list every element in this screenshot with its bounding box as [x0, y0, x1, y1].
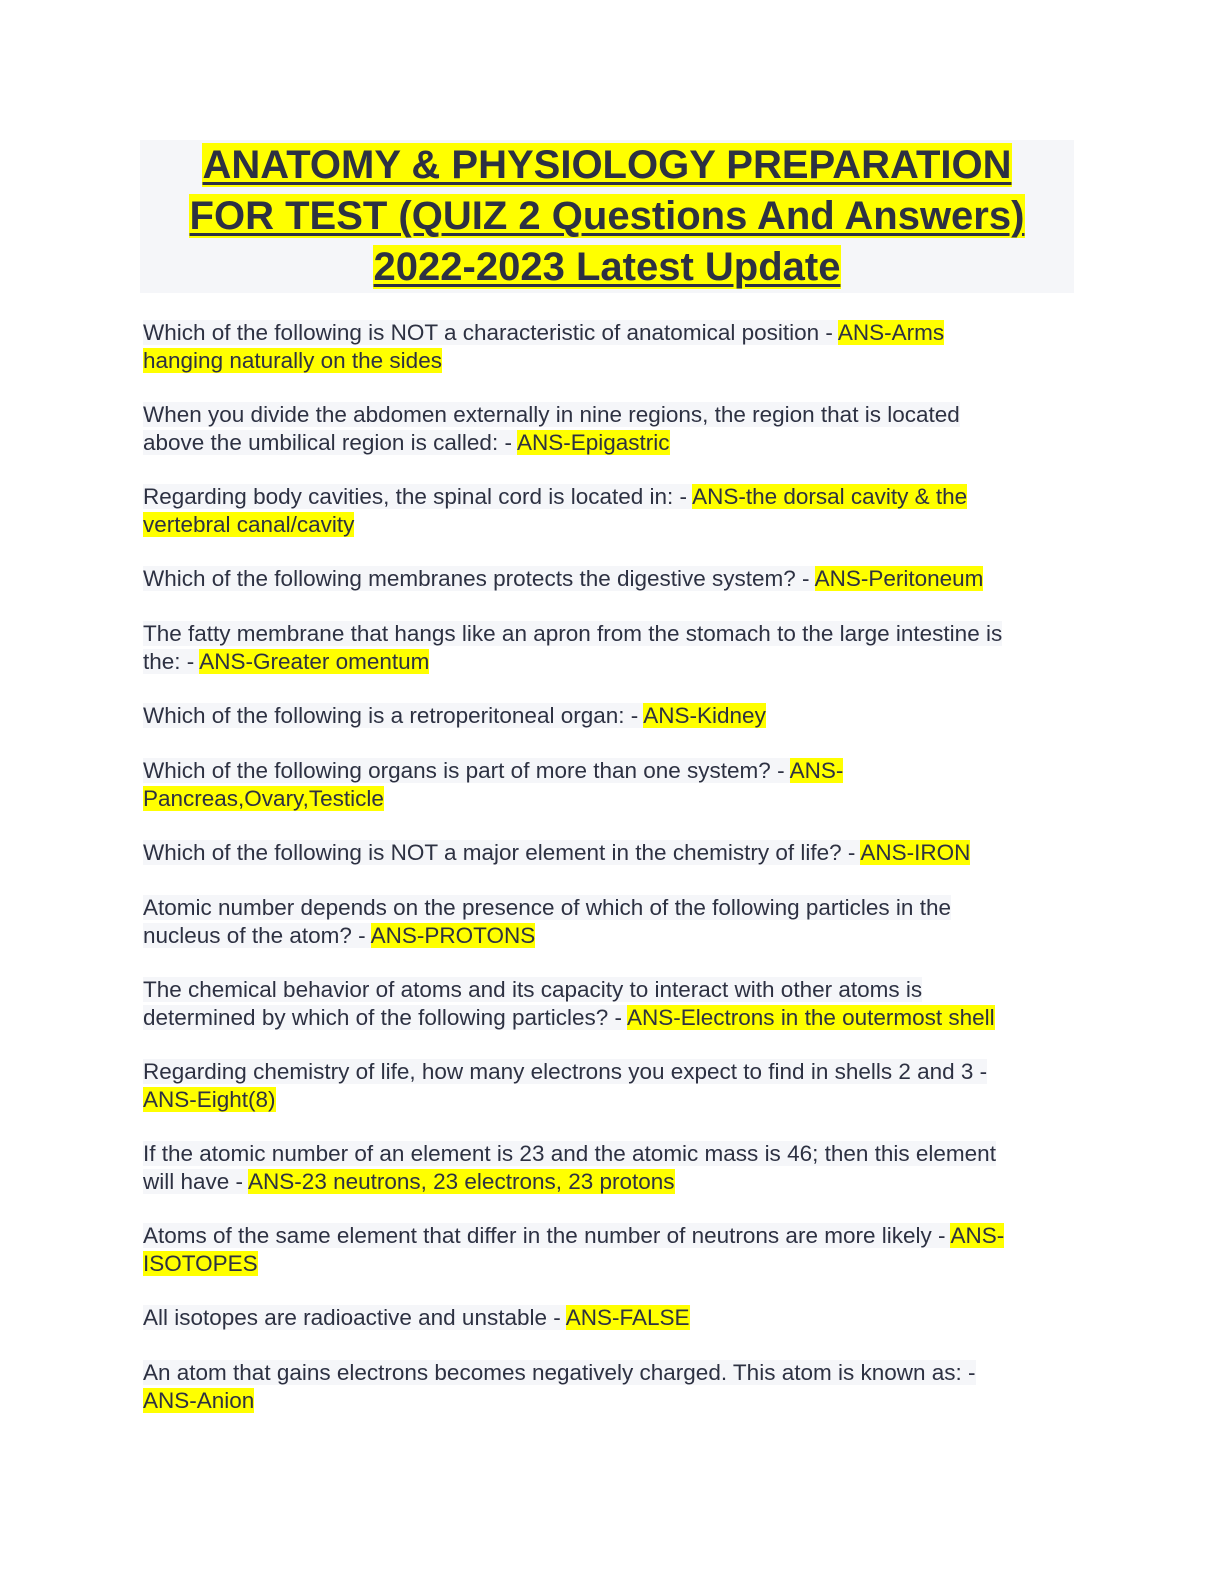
question-text: The chemical behavior of atoms and its capacity to interact with other atoms is: [143, 977, 923, 1002]
question-text: will have -: [143, 1169, 249, 1194]
qa-line: [143, 839, 970, 867]
answer-highlight: ANS-Epigastric: [516, 430, 670, 455]
title-text-1: ANATOMY & PHYSIOLOGY PREPARATION: [202, 143, 1012, 187]
title-line-3: [140, 242, 1074, 293]
qa-item: [143, 565, 983, 593]
answer-highlight: ANS-Electrons in the outermost shell: [627, 1005, 995, 1030]
answer-highlight: ANS-Peritoneum: [814, 566, 984, 591]
qa-line: [143, 1058, 987, 1086]
answer-highlight: ANS-Kidney: [643, 703, 766, 728]
qa-line: [143, 319, 944, 347]
title-text-3: 2022-2023 Latest Update: [373, 245, 841, 289]
title-line-1: [140, 140, 1074, 191]
qa-line: [143, 401, 960, 429]
qa-item: [143, 1359, 976, 1415]
qa-item: [143, 620, 1002, 676]
qa-line: [143, 1140, 996, 1168]
qa-item: [143, 1140, 996, 1196]
answer-highlight: ANS-: [789, 758, 844, 783]
qa-item: [143, 319, 944, 375]
question-text: Which of the following is a retroperitoneal organ: -: [143, 703, 644, 728]
question-text: Which of the following is NOT a major element in the chemistry of life? -: [143, 840, 861, 865]
qa-line: [143, 1304, 690, 1332]
qa-line: [143, 785, 843, 813]
qa-item: [143, 702, 766, 730]
qa-line: [143, 1250, 1004, 1278]
question-text: Regarding body cavities, the spinal cord is located in: -: [143, 484, 693, 509]
question-text: determined by which of the following particles? -: [143, 1005, 628, 1030]
question-text: When you divide the abdomen externally in nine regions, the region that is located: [143, 402, 960, 427]
qa-line: [143, 1387, 976, 1415]
answer-highlight: ANS-Eight(8): [143, 1087, 276, 1112]
answer-highlight: ANS-Anion: [143, 1388, 255, 1413]
question-text: Which of the following membranes protects the digestive system? -: [143, 566, 815, 591]
qa-line: [143, 429, 960, 457]
answer-highlight: vertebral canal/cavity: [143, 512, 355, 537]
question-text: Which of the following is NOT a characteristic of anatomical position -: [143, 320, 838, 345]
qa-line: [143, 1222, 1004, 1250]
question-text: above the umbilical region is called: -: [143, 430, 517, 455]
question-text: the: -: [143, 649, 200, 674]
qa-line: [143, 702, 766, 730]
answer-highlight: ANS-the dorsal cavity & the: [692, 484, 968, 509]
answer-highlight: ANS-: [950, 1223, 1005, 1248]
qa-line: [143, 648, 1002, 676]
qa-item: [143, 1058, 987, 1114]
answer-highlight: ANS-Arms: [837, 320, 945, 345]
qa-item: [143, 976, 995, 1032]
answer-highlight: ANS-23 neutrons, 23 electrons, 23 protons: [248, 1169, 675, 1194]
answer-highlight: Pancreas,Ovary,Testicle: [143, 786, 384, 811]
qa-line: [143, 976, 995, 1004]
qa-item: [143, 1222, 1004, 1278]
qa-line: [143, 894, 951, 922]
answer-highlight: ANS-Greater omentum: [199, 649, 430, 674]
question-text: Regarding chemistry of life, how many electrons you expect to find in shells 2 and 3 -: [143, 1059, 988, 1084]
qa-line: [143, 620, 1002, 648]
question-text: Which of the following organs is part of more than one system? -: [143, 758, 790, 783]
answer-highlight: hanging naturally on the sides: [143, 348, 442, 373]
question-text: nucleus of the atom? -: [143, 923, 371, 948]
question-text: Atoms of the same element that differ in the number of neutrons are more likely -: [143, 1223, 951, 1248]
answer-highlight: ANS-FALSE: [565, 1305, 690, 1330]
qa-line: [143, 565, 983, 593]
qa-line: [143, 757, 843, 785]
qa-line: [143, 1004, 995, 1032]
qa-line: [143, 922, 951, 950]
qa-item: [143, 757, 843, 813]
answer-highlight: ANS-PROTONS: [370, 923, 536, 948]
question-text: All isotopes are radioactive and unstable -: [143, 1305, 566, 1330]
qa-item: [143, 1304, 690, 1332]
qa-item: [143, 894, 951, 950]
question-text: An atom that gains electrons becomes negatively charged. This atom is known as: -: [143, 1360, 976, 1385]
qa-item: [143, 401, 960, 457]
answer-highlight: ANS-IRON: [860, 840, 971, 865]
question-text: If the atomic number of an element is 23 and the atomic mass is 46; then this element: [143, 1141, 996, 1166]
qa-item: [143, 839, 970, 867]
qa-line: [143, 347, 944, 375]
qa-line: [143, 1168, 996, 1196]
qa-line: [143, 1359, 976, 1387]
qa-line: [143, 511, 967, 539]
question-text: The fatty membrane that hangs like an apron from the stomach to the large intestine is: [143, 621, 1003, 646]
title-line-2: [140, 191, 1074, 242]
document-title: [140, 140, 1074, 293]
qa-item: [143, 483, 967, 539]
answer-highlight: ISOTOPES: [143, 1251, 258, 1276]
qa-line: [143, 483, 967, 511]
title-text-2: FOR TEST (QUIZ 2 Questions And Answers): [189, 194, 1025, 238]
question-text: Atomic number depends on the presence of which of the following particles in the: [143, 895, 951, 920]
qa-line: [143, 1086, 987, 1114]
